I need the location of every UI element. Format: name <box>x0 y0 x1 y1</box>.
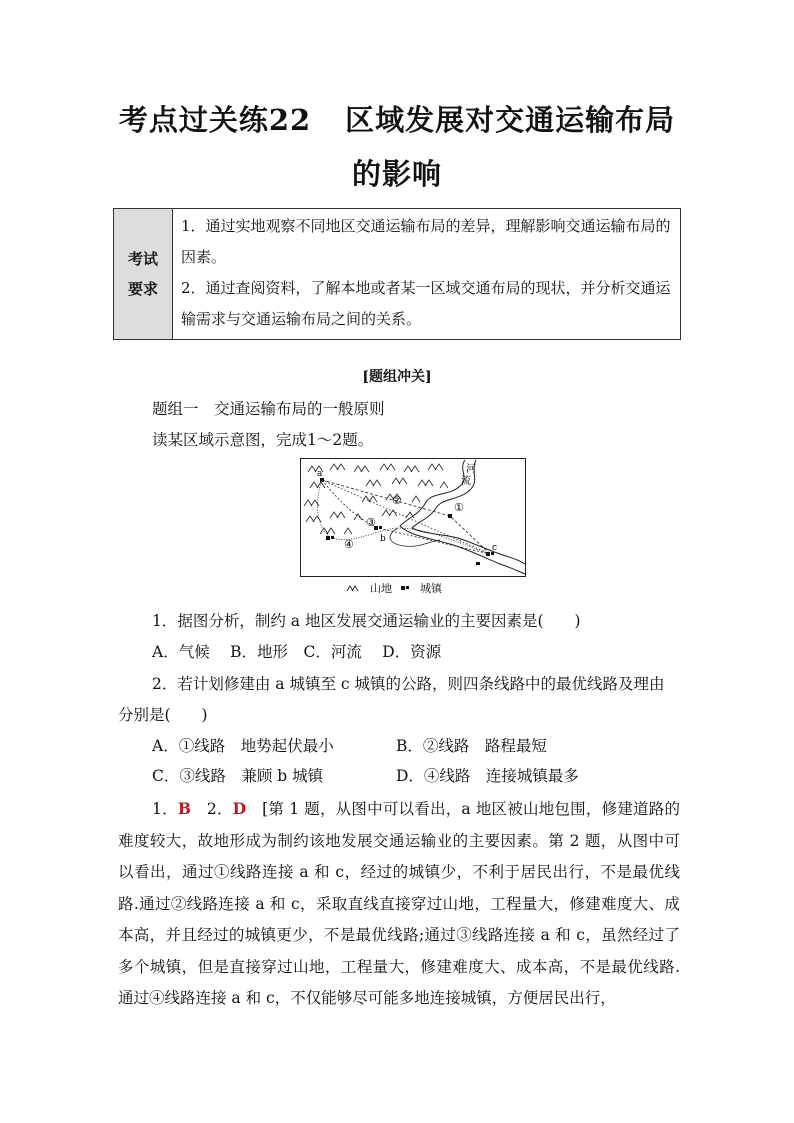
requirements-header-text: 考试 要求 <box>127 250 158 298</box>
town-b-label: b <box>380 534 386 544</box>
section-title: [题组冲关] <box>362 369 432 385</box>
town-legend-icon <box>400 584 412 592</box>
river-label-1: 河 <box>466 464 476 475</box>
route-3-label: ③ <box>366 516 376 529</box>
group1-title: 题组一 交通运输布局的一般原则 <box>152 400 385 418</box>
town-c-label: c <box>492 543 498 553</box>
intro-text: 读某区域示意图，完成1～2题。 <box>152 431 374 449</box>
town-a-label: a <box>317 469 323 479</box>
requirement-item-1: 1．通过实地观察不同地区交通运输布局的差异，理解影响交通运输布局的因素。 <box>181 217 671 266</box>
requirement-item-2: 2．通过查阅资料，了解本地或者某一区域交通布局的现状，并分析交通运输需求与交通运输布局之间的关系。 <box>181 279 671 328</box>
route-1-label: ① <box>454 501 464 514</box>
region-map <box>300 458 526 592</box>
q2-option-d: D．④线路 连接城镇最多 <box>396 767 579 785</box>
answer-explanation-text: [第 1 题，从图中可以看出，a 地区被山地包围，修建道路的难度较大，故地形成为制约该地发展交通运输业的主要因素。第 2 题，从图中可以看出，通过①线路连接 a 和 c，经过的城镇少，不利于居民出行，不是最优线路.通过②线路连接 a 和 c，采取直线直接穿过山地，工程量大，修建难度大、成本高，并且经过的城镇更少，不是最优线路;通过③线路连接 a 和 c，虽然经过了多个城镇，但是直接穿过山地，工程量大，修建难度大、成本高，不是最优线路.通过④线路连接 a 和 c，不仅能够尽可能多地连接城镇，方便居民出行， <box>118 800 680 1007</box>
answer-1-value: B <box>177 799 191 818</box>
title-part-topic: 区域发展对交通运输布局 <box>345 103 676 137</box>
requirements-body <box>173 209 681 340</box>
q2-option-b: B．②线路 路程最短 <box>396 737 547 755</box>
q2-stem-line2: 分别是( ) <box>118 706 208 724</box>
answer-1-number: 1． <box>152 800 178 818</box>
requirements-header <box>114 209 173 340</box>
title-part-number: 考点过关练22 <box>118 103 312 137</box>
region-map-svg <box>300 458 526 592</box>
page-title-line2: 的影响 <box>351 157 442 191</box>
q2-option-a: A．①线路 地势起伏最小 <box>152 737 334 755</box>
map-legend <box>346 580 442 596</box>
q2-stem-line1: 2．若计划修建由 a 城镇至 c 城镇的公路，则四条线路中的最优线路及理由 <box>152 675 665 693</box>
page-title-line1 <box>0 98 794 139</box>
answer-2-number: 2． <box>190 800 233 818</box>
mountain-legend-icon <box>346 584 362 592</box>
q1-options: A．气候 B．地形 C．河流 D．资源 <box>152 643 442 661</box>
answer-2-value: D <box>232 799 247 818</box>
legend-mountain-label: 山地 <box>370 582 392 595</box>
q1-stem: 1．据图分析，制约 a 地区发展交通运输业的主要因素是( ) <box>152 612 581 630</box>
route-4-label: ④ <box>344 538 354 551</box>
q2-option-c: C．③线路 兼顾 b 城镇 <box>152 767 324 785</box>
exam-requirements-table <box>113 208 681 340</box>
route-2-label: ② <box>392 494 402 507</box>
legend-town-label: 城镇 <box>420 582 442 595</box>
river-label-2: 流 <box>461 476 471 487</box>
answer-explanation <box>118 793 680 1015</box>
map-frame <box>301 459 526 577</box>
